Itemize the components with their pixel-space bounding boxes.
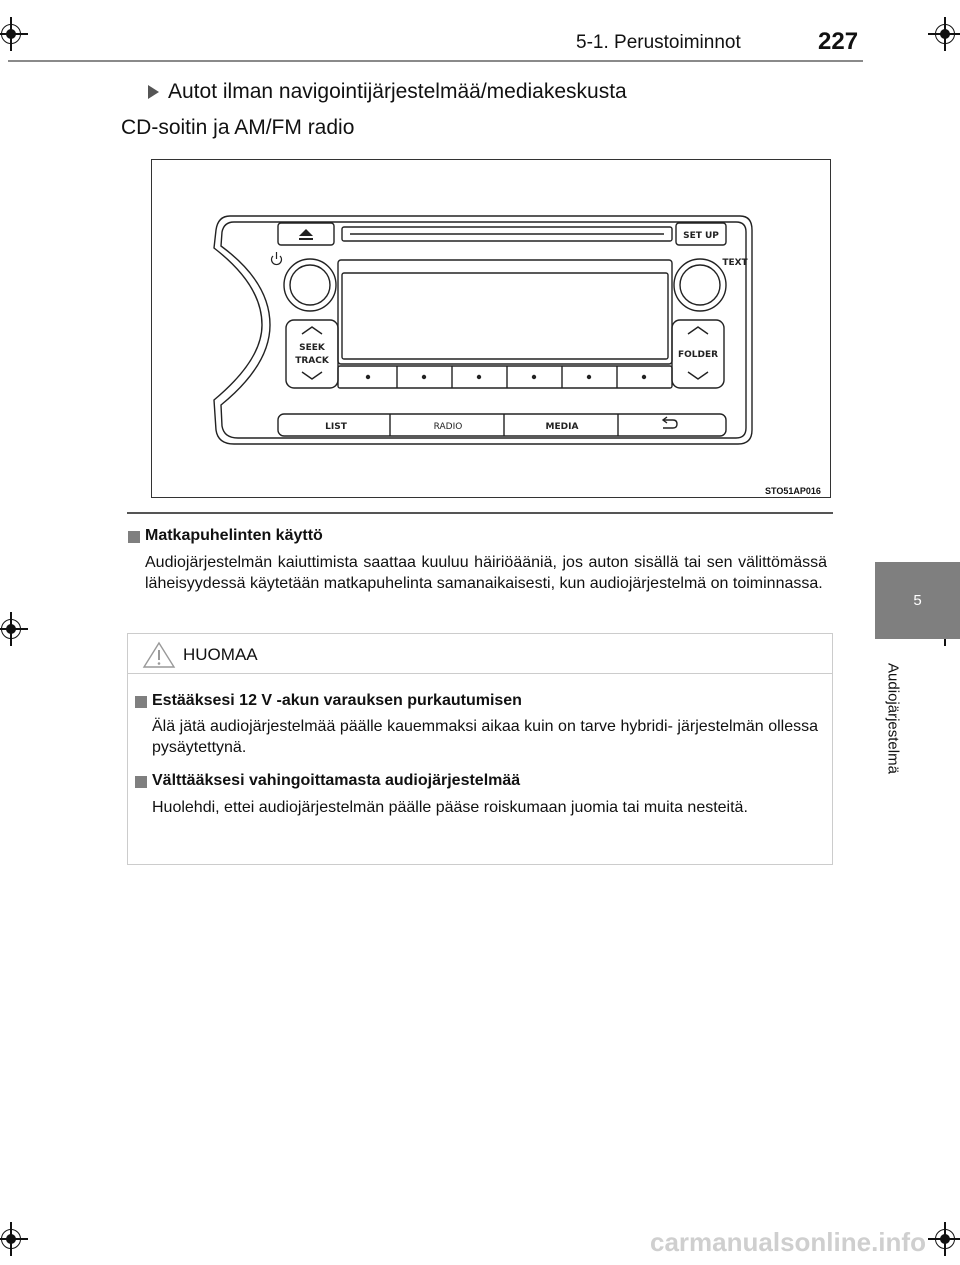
mobile-section-body: Audiojärjestelmän kaiuttimista saattaa kuuluu häiriöääniä, jos auton sisällä tai sen välittömässä läheisyydessä käytetään matkapuhelinta samanaikaisesti, kun audiojärjestelmä on toiminnassa. xyxy=(145,554,827,592)
notice-item-body: Älä jätä audiojärjestelmää päälle kauemmaksi aikaa kuin on tarve hybridi- järjestelmän ollessa pysäytettynä. xyxy=(152,718,818,756)
page-number: 227 xyxy=(818,28,859,55)
back-icon xyxy=(663,417,677,428)
faceplate-inner xyxy=(221,222,746,438)
preset-buttons xyxy=(338,366,672,388)
square-bullet-icon xyxy=(128,531,140,543)
square-bullet-icon xyxy=(135,776,147,788)
text-label: TEXT xyxy=(722,258,748,268)
registration-mark-icon xyxy=(0,612,28,646)
chapter-label: Audiojärjestelmä xyxy=(884,663,902,774)
radio-label: RADIO xyxy=(433,422,463,432)
setup-label: SET UP xyxy=(683,231,719,241)
heading-main: Autot ilman navigointijärjestelmää/mediakeskusta xyxy=(168,80,627,103)
media-label: MEDIA xyxy=(545,422,579,432)
warning-icon xyxy=(142,641,176,669)
registration-mark-icon xyxy=(0,1222,28,1256)
figure-code: STO51AP016 xyxy=(765,486,821,496)
power-volume-knob xyxy=(284,259,336,311)
section-title: 5-1. Perustoiminnot xyxy=(576,32,741,53)
power-icon xyxy=(272,252,282,265)
heading-sub: CD-soitin ja AM/FM radio xyxy=(121,116,355,139)
separator-rule xyxy=(127,512,833,514)
display-screen xyxy=(338,260,672,364)
arrow-bullet-icon xyxy=(148,85,159,99)
watermark: carmanualsonline.info xyxy=(650,1227,926,1257)
audio-unit-figure xyxy=(151,159,831,498)
square-bullet-icon xyxy=(135,696,147,708)
chapter-tab xyxy=(875,562,960,639)
chapter-number: 5 xyxy=(913,592,922,609)
folder-label: FOLDER xyxy=(677,350,719,360)
tune-knob xyxy=(674,259,726,311)
registration-mark-icon xyxy=(0,17,28,51)
notice-item-body: Huolehdi, ettei audiojärjestelmän päälle pääse roiskumaan juomia tai muita nesteitä. xyxy=(152,799,748,816)
notice-title: HUOMAA xyxy=(183,645,258,664)
seek-label: SEEK xyxy=(299,343,325,353)
notice-item-title: Välttääksesi vahingoittamasta audiojärjestelmää xyxy=(152,772,521,789)
audio-unit-illustration xyxy=(152,160,830,497)
notice-item-title: Estääksesi 12 V -akun varauksen purkautumisen xyxy=(152,692,522,709)
mobile-section-title: Matkapuhelinten käyttö xyxy=(145,527,323,544)
registration-mark-icon xyxy=(928,17,960,51)
seek-track-button xyxy=(286,320,338,388)
registration-mark-icon xyxy=(928,1222,960,1256)
list-label: LIST xyxy=(325,422,347,432)
track-label: TRACK xyxy=(295,356,329,366)
header-rule xyxy=(8,60,863,62)
eject-icon xyxy=(299,229,313,236)
